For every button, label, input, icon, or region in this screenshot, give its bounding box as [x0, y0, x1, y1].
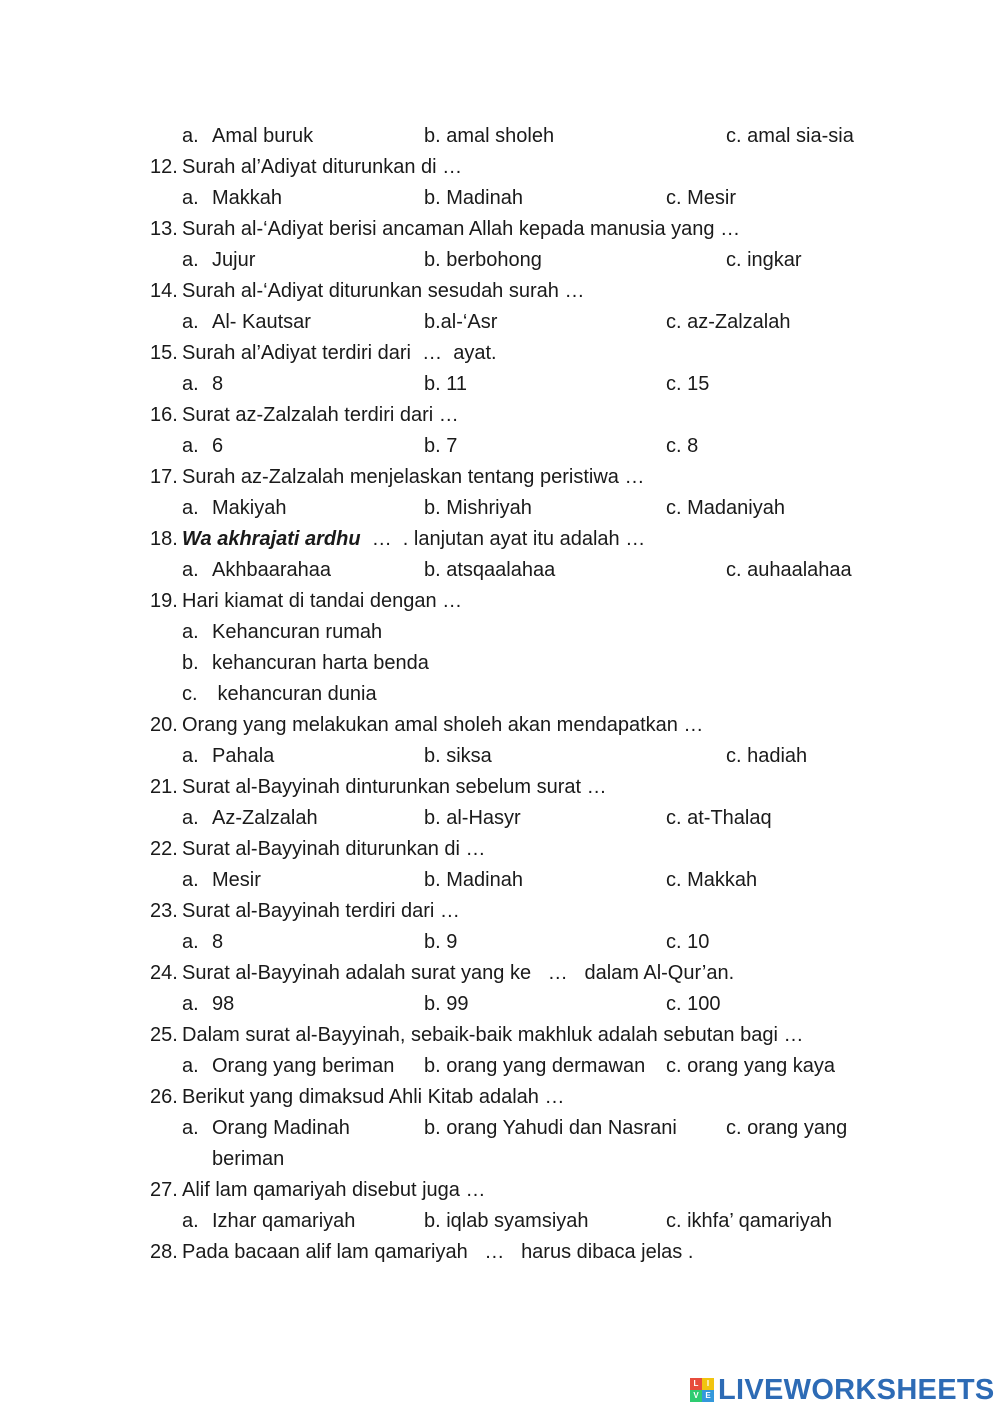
- option-c: c. 15: [666, 373, 710, 395]
- logo-mark-letter: L: [690, 1378, 702, 1390]
- option-letter: a.: [182, 1055, 199, 1077]
- option-a: 98: [212, 993, 235, 1015]
- question-number: 21.: [150, 776, 178, 798]
- option-letter: a.: [182, 187, 199, 209]
- option-c: c. hadiah: [726, 745, 808, 767]
- option-c: c. ikhfa’ qamariyah: [666, 1210, 832, 1232]
- option-b: b. berbohong: [424, 249, 542, 271]
- option-c: c. auhaalahaa: [726, 559, 852, 581]
- option-b: b. siksa: [424, 745, 492, 767]
- option-a: Makkah: [212, 187, 283, 209]
- liveworksheets-logo[interactable]: [690, 1374, 995, 1406]
- option-letter: a.: [182, 125, 199, 147]
- question-text: Surah al’Adiyat terdiri dari … ayat.: [182, 342, 497, 364]
- question-text: Surah al’Adiyat diturunkan di …: [182, 156, 463, 178]
- question-number: 16.: [150, 404, 178, 426]
- question-text: Alif lam qamariyah disebut juga …: [182, 1179, 486, 1201]
- option-b: b. amal sholeh: [424, 125, 555, 147]
- option-letter: a.: [182, 559, 199, 581]
- option-b: b. 7: [424, 435, 458, 457]
- option-letter: a.: [182, 497, 199, 519]
- option-a: Jujur: [212, 249, 256, 271]
- option-c: c. Mesir: [666, 187, 736, 209]
- question-number: 13.: [150, 218, 178, 240]
- option-b: kehancuran harta benda: [212, 652, 429, 674]
- option-b: b. 9: [424, 931, 458, 953]
- option-b: b. iqlab syamsiyah: [424, 1210, 589, 1232]
- option-b: b. al-Hasyr: [424, 807, 521, 829]
- question-number: 26.: [150, 1086, 178, 1108]
- question-number: 22.: [150, 838, 178, 860]
- question-number: 25.: [150, 1024, 178, 1046]
- option-letter: a.: [182, 1117, 199, 1139]
- question-number: 23.: [150, 900, 178, 922]
- option-letter: b.: [182, 652, 199, 674]
- arabic-verse-text: Wa akhrajati ardhu: [182, 528, 361, 550]
- option-a: Al- Kautsar: [212, 311, 311, 333]
- option-a: Amal buruk: [212, 125, 314, 147]
- question-number: 27.: [150, 1179, 178, 1201]
- question-text: Hari kiamat di tandai dengan …: [182, 590, 463, 612]
- option-letter: a.: [182, 311, 199, 333]
- question-number: 17.: [150, 466, 178, 488]
- option-c: c. 10: [666, 931, 710, 953]
- option-a: Kehancuran rumah: [212, 621, 383, 643]
- option-a: Orang Madinah: [212, 1117, 350, 1139]
- question-text: Surat al-Bayyinah adalah surat yang ke … dalam Al-Qur’an.: [182, 962, 735, 984]
- question-number: 18.: [150, 528, 178, 550]
- option-b: b. Madinah: [424, 187, 523, 209]
- option-c: c. Madaniyah: [666, 497, 785, 519]
- option-a: Makiyah: [212, 497, 287, 519]
- question-text: Surah al-‘Adiyat berisi ancaman Allah kepada manusia yang …: [182, 218, 741, 240]
- option-b: b. 11: [424, 373, 467, 395]
- option-c: c. 8: [666, 435, 699, 457]
- option-b: b. atsqaalahaa: [424, 559, 556, 581]
- question-number: 14.: [150, 280, 178, 302]
- question-text: Surat al-Bayyinah diturunkan di …: [182, 838, 486, 860]
- option-letter: a.: [182, 1210, 199, 1232]
- option-b: b. orang Yahudi dan Nasrani: [424, 1117, 677, 1139]
- option-a: 8: [212, 931, 224, 953]
- question-number: 15.: [150, 342, 178, 364]
- option-b: b. Madinah: [424, 869, 523, 891]
- question-text: Dalam surat al-Bayyinah, sebaik-baik makhluk adalah sebutan bagi …: [182, 1024, 804, 1046]
- question-text: Surat al-Bayyinah dinturunkan sebelum surat …: [182, 776, 607, 798]
- option-a: Az-Zalzalah: [212, 807, 318, 829]
- logo-mark-letter: E: [702, 1390, 714, 1402]
- option-a: 6: [212, 435, 224, 457]
- logo-mark-letter: V: [690, 1390, 702, 1402]
- option-b: b. Mishriyah: [424, 497, 532, 519]
- option-letter: a.: [182, 993, 199, 1015]
- option-c: c. Makkah: [666, 869, 758, 891]
- question-number: 12.: [150, 156, 178, 178]
- question-number: 24.: [150, 962, 178, 984]
- brand-name: LIVEWORKSHEETS: [718, 1373, 995, 1406]
- option-c: c. at-Thalaq: [666, 807, 772, 829]
- question-text: Berikut yang dimaksud Ahli Kitab adalah …: [182, 1086, 565, 1108]
- option-letter: a.: [182, 435, 199, 457]
- option-letter: a.: [182, 931, 199, 953]
- option-c: c. az-Zalzalah: [666, 311, 791, 333]
- question-number: 28.: [150, 1241, 178, 1263]
- option-letter: a.: [182, 745, 199, 767]
- option-c: c. 100: [666, 993, 721, 1015]
- option-a: Pahala: [212, 745, 275, 767]
- option-a: Izhar qamariyah: [212, 1210, 356, 1232]
- option-c: kehancuran dunia: [212, 683, 377, 705]
- question-number: 20.: [150, 714, 178, 736]
- option-a: 8: [212, 373, 224, 395]
- option-c-continued: beriman: [212, 1148, 285, 1170]
- option-c: c. ingkar: [726, 249, 802, 271]
- option-letter: a.: [182, 621, 199, 643]
- question-text: Surat az-Zalzalah terdiri dari …: [182, 404, 459, 426]
- option-letter: a.: [182, 807, 199, 829]
- option-letter: a.: [182, 249, 199, 271]
- question-text: Surah az-Zalzalah menjelaskan tentang peristiwa …: [182, 466, 645, 488]
- option-b: b. 99: [424, 993, 469, 1015]
- logo-mark-letter: I: [702, 1378, 714, 1390]
- option-b: b.al-‘Asr: [424, 311, 498, 333]
- question-text-rest: … . lanjutan ayat itu adalah …: [360, 528, 646, 550]
- option-letter: a.: [182, 869, 199, 891]
- liveworksheets-mark-icon: [690, 1378, 714, 1402]
- option-a: Akhbaarahaa: [212, 559, 331, 581]
- option-c: c. amal sia-sia: [726, 125, 854, 147]
- question-text: Surah al-‘Adiyat diturunkan sesudah surah …: [182, 280, 585, 302]
- question-text: Orang yang melakukan amal sholeh akan mendapatkan …: [182, 714, 704, 736]
- option-letter: c.: [182, 683, 198, 705]
- question-text: Surat al-Bayyinah terdiri dari …: [182, 900, 460, 922]
- option-c: c. orang yang: [726, 1117, 848, 1139]
- option-c: c. orang yang kaya: [666, 1055, 835, 1077]
- question-number: 19.: [150, 590, 178, 612]
- option-b: b. orang yang dermawan: [424, 1055, 646, 1077]
- question-text: [182, 527, 645, 551]
- question-text: Pada bacaan alif lam qamariyah … harus dibaca jelas .: [182, 1241, 694, 1263]
- option-a: Mesir: [212, 869, 261, 891]
- option-letter: a.: [182, 373, 199, 395]
- option-a: Orang yang beriman: [212, 1055, 395, 1077]
